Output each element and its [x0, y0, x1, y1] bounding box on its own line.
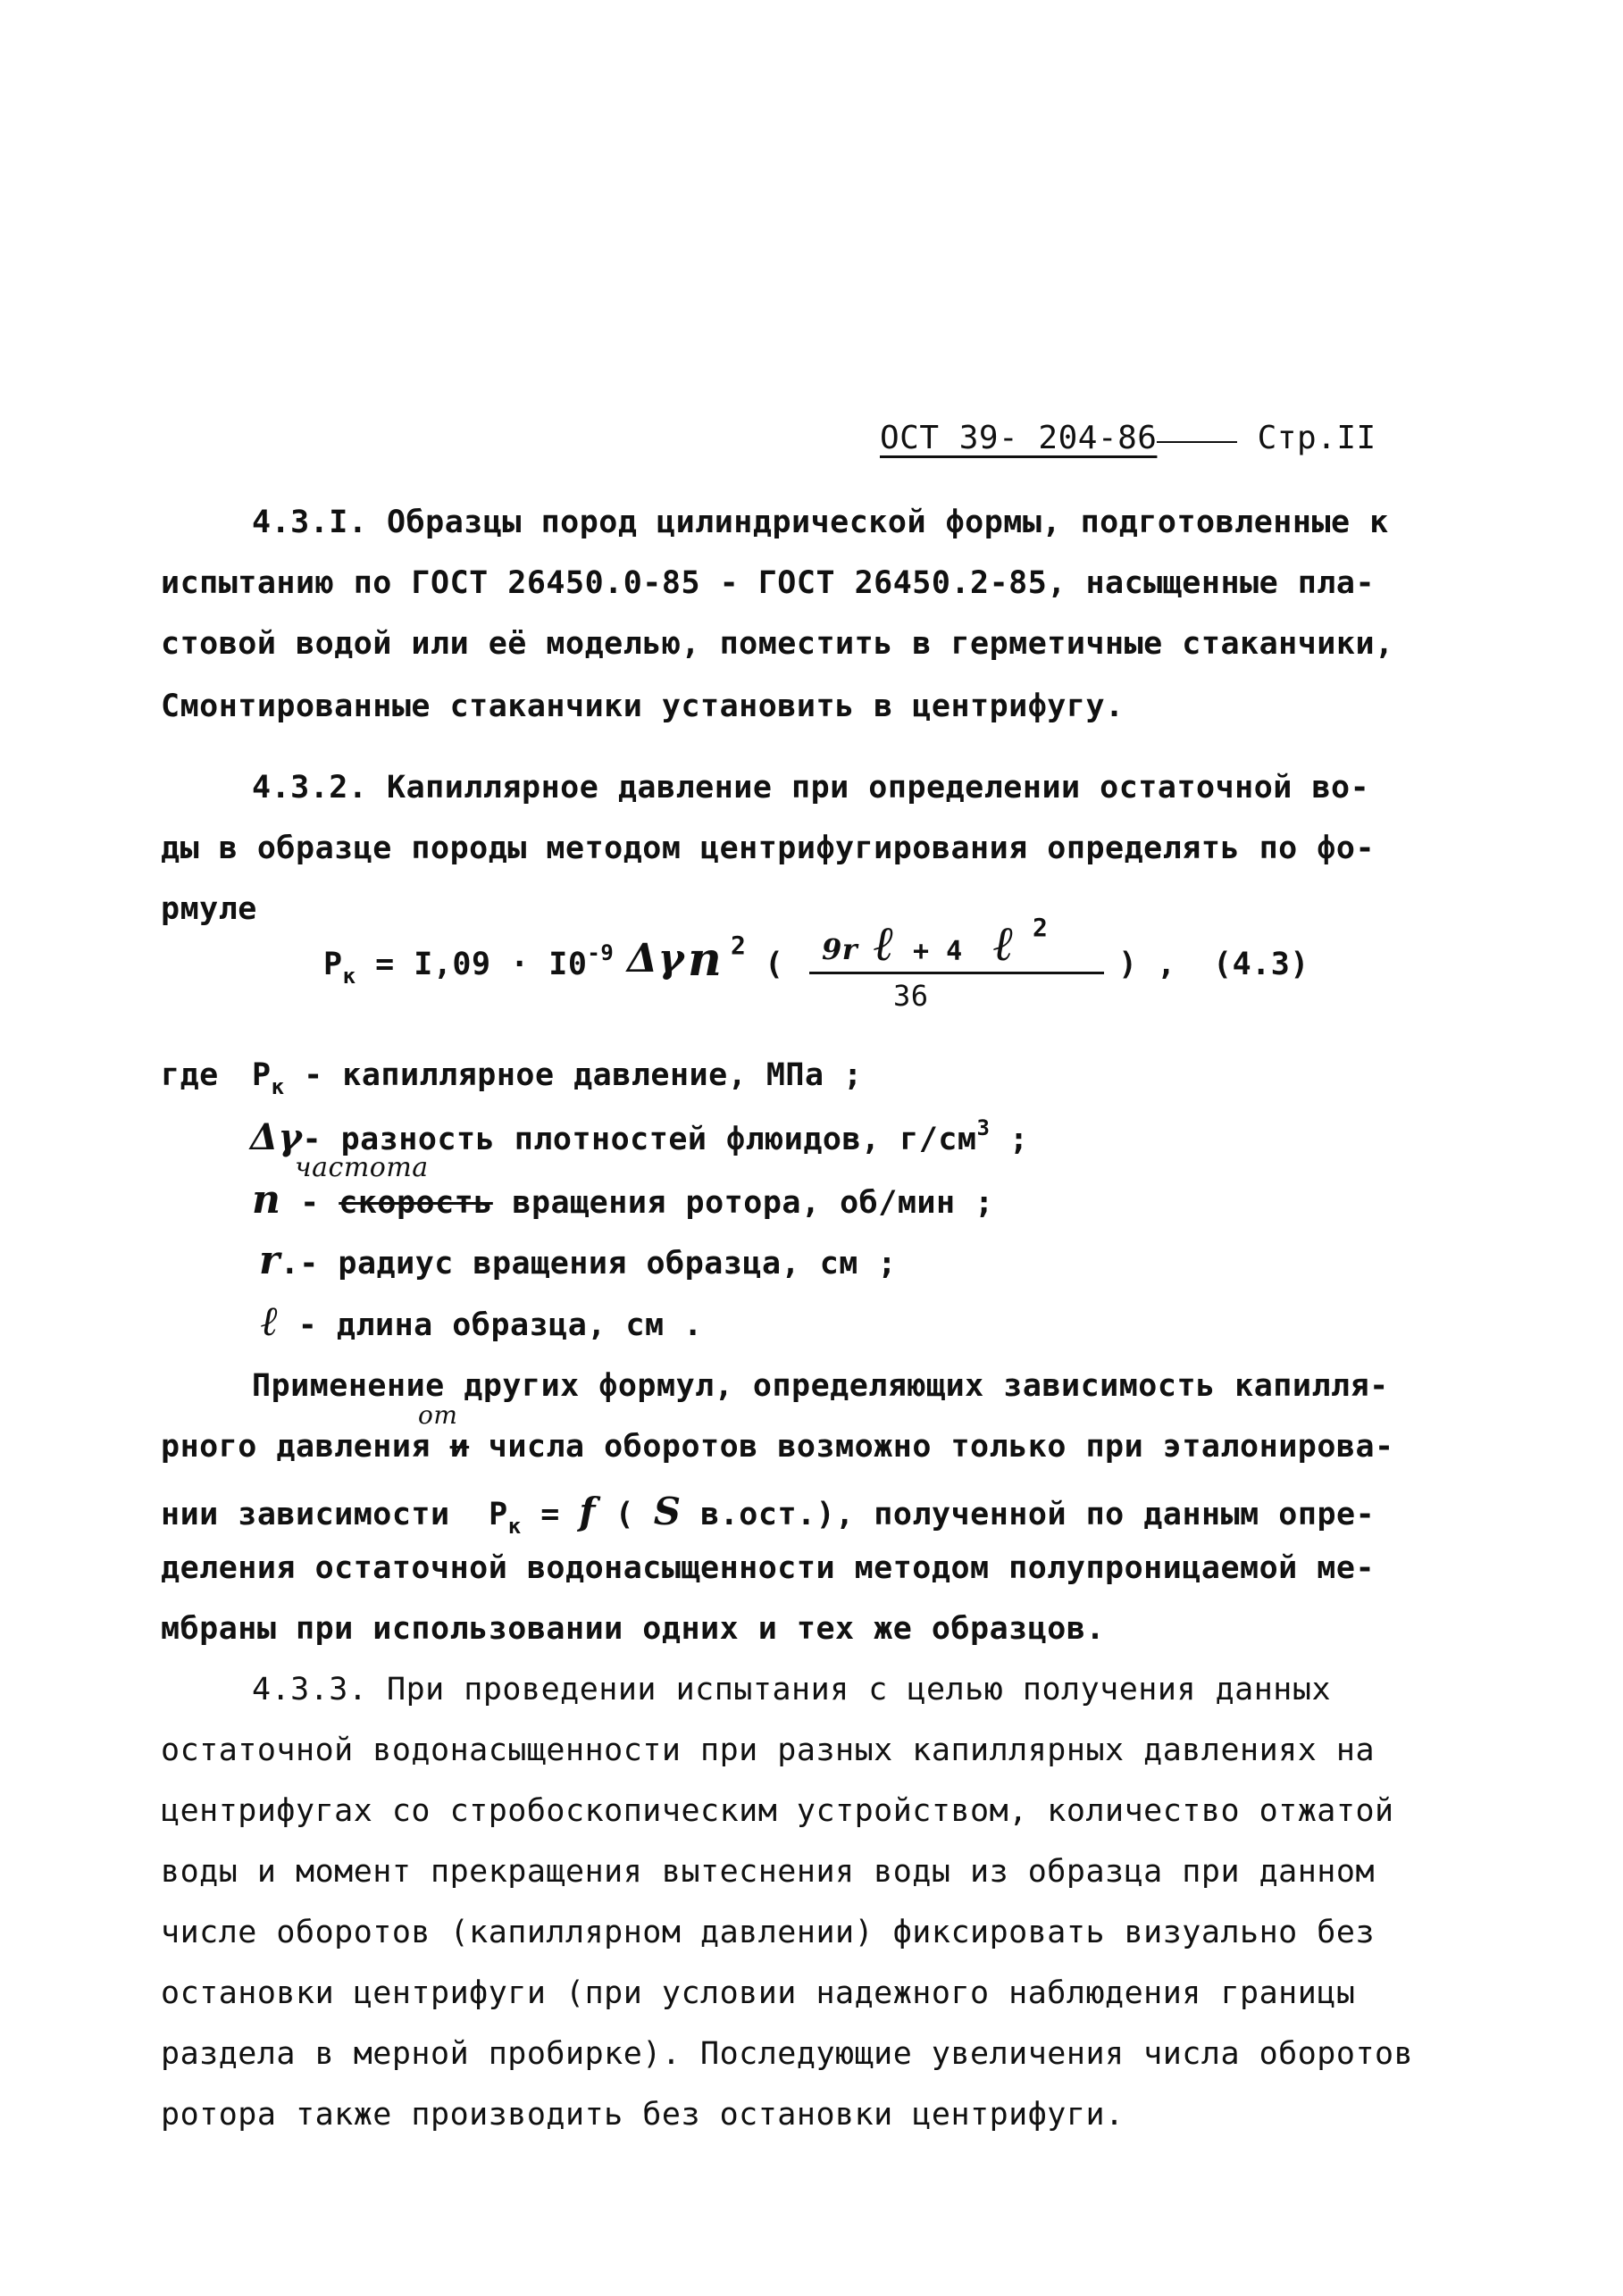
- text-line: [161, 1490, 1376, 1539]
- formula-open-paren: (: [765, 947, 784, 982]
- saturation-s: S: [653, 1490, 682, 1533]
- formula-n-exponent: 2: [731, 931, 747, 960]
- pk-subscript: к: [271, 1074, 285, 1099]
- formula-close-paren: ) ,: [1118, 947, 1176, 982]
- handwritten-insert: от: [418, 1400, 458, 1430]
- n-description: вращения ротора, об/мин ;: [512, 1185, 994, 1221]
- delta-gamma-symbol: Δγ: [250, 1116, 303, 1158]
- text-line: 4.3.2. Капиллярное давление при определении остаточной во-: [252, 770, 1370, 806]
- fraction-bar: [809, 972, 1104, 974]
- formula-coefficient: = I,09 · I0: [375, 947, 588, 982]
- delta-gamma-end: ;: [1009, 1122, 1029, 1157]
- pk-description: - капиллярное давление, МПа ;: [304, 1057, 863, 1093]
- delta-gamma-description: - разность плотностей флюидов, г/см: [302, 1122, 977, 1157]
- struck-word: и: [449, 1429, 470, 1465]
- page-number: Стр.II: [1257, 420, 1376, 456]
- handwritten-correction: частота: [295, 1152, 429, 1183]
- definition-n: [252, 1177, 994, 1223]
- equals-sign: =: [540, 1497, 560, 1532]
- text-line: раздела в мерной пробирке). Последующие увеличения числа оборотов: [161, 2036, 1414, 2072]
- formula-exponent: -9: [587, 940, 615, 965]
- formula-lhs: [323, 940, 615, 989]
- text-line: [161, 1429, 1394, 1465]
- text-line: мбраны при использовании одних и тех же образцов.: [161, 1611, 1106, 1647]
- definition-l: [261, 1297, 703, 1345]
- l-description: - длина образца, см .: [297, 1307, 703, 1343]
- text-line: числе оборотов (капиллярном давлении) фиксировать визуально без: [161, 1915, 1376, 1950]
- text-line: 4.3.3. При проведении испытания с целью получения данных: [252, 1672, 1332, 1707]
- n-dash: -: [300, 1185, 320, 1221]
- formula-numerator-l2: ℓ: [993, 914, 1015, 972]
- open-paren: (: [615, 1497, 635, 1532]
- text-line: остаточной водонасыщенности при разных капиллярных давлениях на: [161, 1732, 1376, 1768]
- text-line: 4.3.I. Образцы пород цилиндрической формы, подготовленные к: [252, 505, 1389, 540]
- text-line: воды и момент прекращения вытеснения воды из образца при данном: [161, 1854, 1376, 1890]
- text-segment: в.ост.), полученной по данным опре-: [700, 1497, 1376, 1532]
- text-line: Смонтированные стаканчики установить в центрифугу.: [161, 689, 1125, 724]
- pk-symbol: Р: [489, 1497, 508, 1532]
- text-line: ды в образце породы методом центрифугирования определять по фо-: [161, 831, 1376, 866]
- page-header: [880, 420, 1376, 456]
- definition-pk: [252, 1057, 863, 1099]
- pk-subscript: к: [507, 1514, 522, 1539]
- formula-numerator-exponent: 2: [1033, 913, 1049, 942]
- text-line: ротора также производить без остановки центрифуги.: [161, 2097, 1125, 2133]
- document-code: ОСТ 39- 204-86: [880, 420, 1158, 456]
- r-symbol: r: [259, 1238, 280, 1283]
- formula-number: (4.3): [1213, 947, 1309, 982]
- header-underline: [1157, 441, 1237, 443]
- text-segment: рного давления: [161, 1429, 431, 1465]
- r-description: .- радиус вращения образца, см ;: [280, 1246, 897, 1282]
- formula-n: n: [688, 932, 723, 987]
- formula-denominator: 36: [893, 979, 929, 1013]
- formula-numerator-9r: 9r: [822, 932, 858, 966]
- struck-word: скорость: [339, 1185, 493, 1221]
- formula-numerator-plus-4: + 4: [913, 936, 963, 967]
- text-line: испытанию по ГОСТ 26450.0-85 - ГОСТ 26450.2-85, насыщенные пла-: [161, 565, 1376, 601]
- text-line: стовой водой или её моделью, поместить в герметичные стаканчики,: [161, 626, 1394, 662]
- delta-gamma-exponent: 3: [976, 1115, 991, 1140]
- text-line: рмуле: [161, 891, 257, 927]
- pk-symbol: Р: [323, 947, 343, 982]
- l-symbol: ℓ: [261, 1297, 280, 1345]
- function-f: f: [579, 1490, 596, 1533]
- pk-subscript: к: [342, 964, 356, 989]
- text-line: Применение других формул, определяющих зависимость капилля-: [252, 1368, 1389, 1404]
- n-symbol: n: [252, 1177, 281, 1223]
- formula-numerator-l1: ℓ: [874, 914, 895, 972]
- text-line: остановки центрифуги (при условии надежного наблюдения границы: [161, 1975, 1356, 2011]
- text-line: деления остаточной водонасыщенности методом полупроницаемой ме-: [161, 1550, 1376, 1586]
- text-segment: нии зависимости: [161, 1497, 450, 1532]
- formula-delta-gamma: Δγ: [627, 936, 685, 981]
- where-word: где: [161, 1057, 219, 1093]
- definition-r: [259, 1238, 897, 1283]
- text-line: центрифугах со стробоскопическим устройством, количество отжатой: [161, 1793, 1394, 1829]
- text-segment: числа оборотов возможно только при эталонирова-: [488, 1429, 1394, 1465]
- pk-symbol: Р: [252, 1057, 272, 1093]
